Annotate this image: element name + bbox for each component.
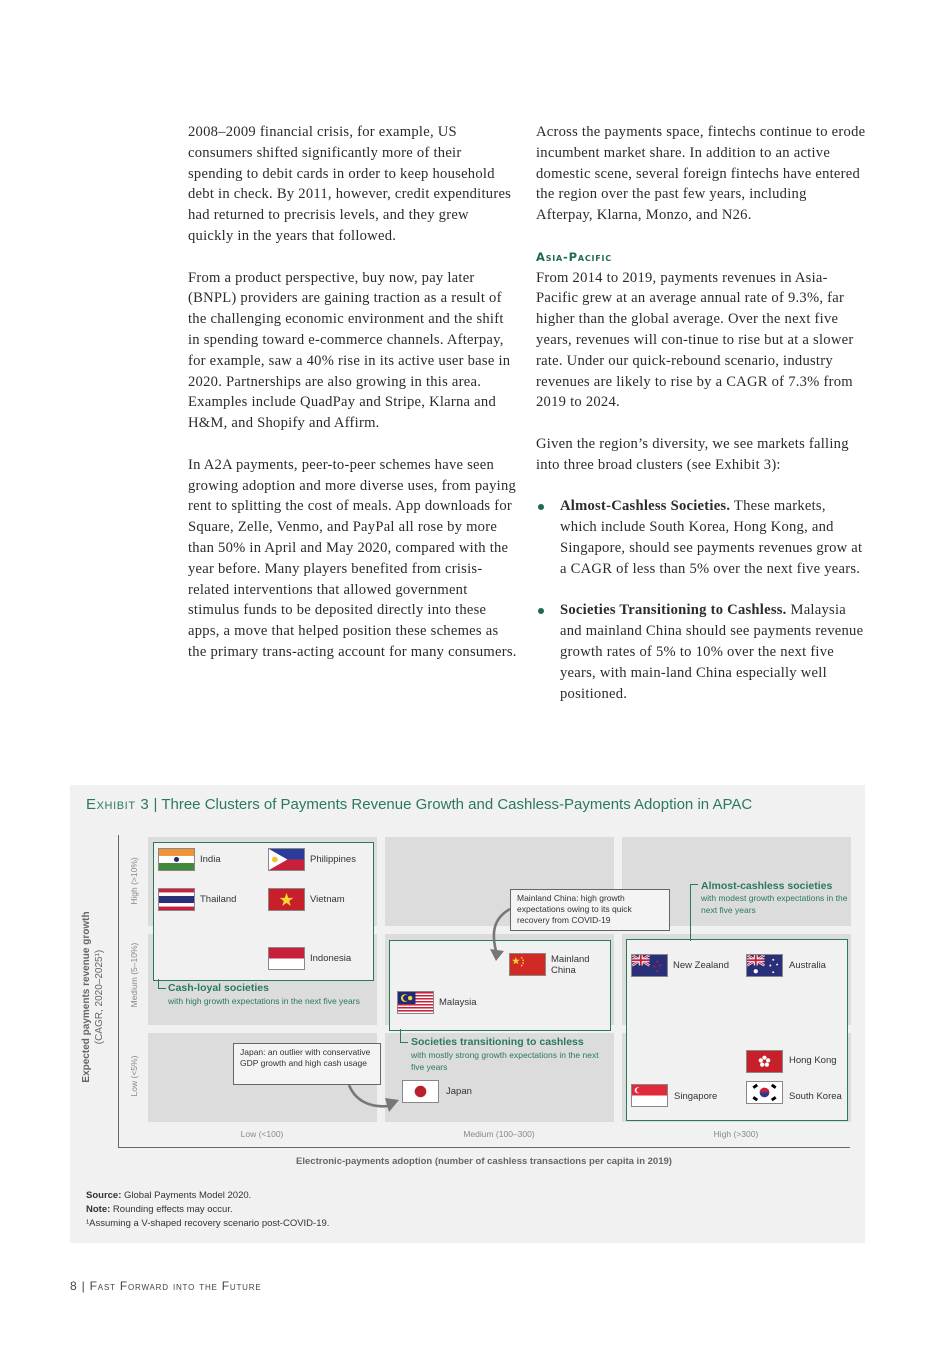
exhibit-title [86, 796, 752, 813]
bullet-almost-cashless [536, 496, 866, 579]
cluster-title-almost-cashless: Almost-cashless societies [701, 880, 833, 892]
country-label-malaysia: Malaysia [439, 997, 477, 1008]
connector-cash-loyal [158, 979, 166, 989]
paragraph-a2a: In A2A payments, peer-to-peer schemes have seen growing adoption and more diverse uses, from paying rent to splitting the cost of meals. App downloads for Square, Zelle, Venmo, and PayPal all rose by more than 50% in April and May 2020, compared with the year before. Many players benefited from crisis-related interventions that allowed government stimulus funds to be deposited directly into these apps, a move that helped position these schemes as the primary trans-acting account for many consumers. [188, 456, 517, 660]
country-label-indonesia: Indonesia [310, 953, 352, 964]
country-label-vietnam: Vietnam [310, 894, 345, 905]
cluster-subtitle-cash-loyal: with high growth expectations in the next five years [168, 996, 360, 1006]
country-label-china: Mainland China [551, 954, 590, 976]
country-label-japan: Japan [446, 1086, 472, 1097]
bullet-dot-icon [538, 608, 544, 614]
footer-separator: | [77, 1279, 90, 1293]
flag-philippines-icon [268, 848, 305, 871]
footnote-source [86, 1189, 329, 1203]
x-axis-title: Electronic-payments adoption (number of cashless transactions per capita in 2019) [296, 1156, 672, 1167]
publication-title: Fast Forward into the Future [89, 1279, 262, 1293]
flag-japan-icon [402, 1080, 439, 1103]
flag-new-zealand-icon [631, 954, 668, 977]
country-label-south-korea: South Korea [789, 1091, 842, 1102]
exhibit-footnotes [86, 1189, 329, 1231]
bullet-dot-icon [538, 504, 544, 510]
bullet-text: Malaysia and mainland China should see payments revenue growth rates of 5% to 10% over the next five years, with main-land China especially well positioned. [560, 602, 864, 702]
source-text: Global Payments Model 2020. [121, 1190, 252, 1201]
flag-china-icon [509, 953, 546, 976]
flag-vietnam-icon [268, 888, 305, 911]
source-label: Source: [86, 1190, 122, 1201]
flag-malaysia-icon [397, 991, 434, 1014]
flag-hong-kong-icon [746, 1050, 783, 1073]
cluster-title-transitioning: Societies transitioning to cashless [411, 1036, 584, 1048]
cluster-bullet-list [536, 496, 866, 704]
y-tick-low: Low (<5%) [129, 1055, 139, 1097]
flag-india-icon [158, 848, 195, 871]
flag-south-korea-icon [746, 1081, 783, 1104]
bullet-transitioning [536, 600, 866, 704]
y-axis-line [118, 835, 119, 1148]
callout-japan: Japan: an outlier with conservative GDP growth and high cash usage [233, 1043, 381, 1085]
cluster-subtitle-transitioning: with mostly strong growth expectations in the next five years [411, 1050, 599, 1072]
country-label-singapore: Singapore [674, 1091, 718, 1102]
paragraph-debit-shift: 2008–2009 financial crisis, for example, US consumers shifted significantly more of their spending to debit cards in order to keep household debt in check. By 2011, however, credit expenditures had returned to precrisis levels, and they grew quickly in the years that followed. [188, 124, 512, 244]
country-label-australia: Australia [789, 960, 826, 971]
flag-singapore-icon [631, 1084, 668, 1107]
exhibit-label: Exhibit 3 [86, 796, 150, 813]
country-label-new-zealand: New Zealand [673, 960, 729, 971]
footnote-1: ¹Assuming a V-shaped recovery scenario post-COVID-19. [86, 1218, 330, 1229]
y-tick-high: High (>10%) [129, 857, 139, 905]
bullet-text: These markets, which include South Korea, Hong Kong, and Singapore, should see payments revenues grow at a CAGR of less than 5% over the next five years. [560, 498, 863, 577]
paragraph-bnpl: From a product perspective, buy now, pay later (BNPL) providers are gaining traction as a result of the challenging economic environment and the shift in spending toward e-commerce channels. Afterpay, for example, saw a 40% rise in its active user base in 2020. Partnerships are also growing in this area. Examples include QuadPay and Stripe, Klarna and H&M, and Shopify and Affirm. [188, 269, 511, 432]
page-number: 8 [70, 1279, 78, 1293]
y-axis-title [80, 897, 106, 1097]
flag-thailand-icon [158, 888, 195, 911]
page-footer [70, 1279, 261, 1293]
paragraph-fintechs: Across the payments space, fintechs continue to erode incumbent market share. In addition to an active domestic scene, several foreign fintechs have entered the region over the past few years, including Afterpay, Klarna, Monzo, and N26. [536, 124, 866, 224]
exhibit-title-text: Three Clusters of Payments Revenue Growth and Cashless-Payments Adoption in APAC [161, 796, 753, 813]
connector-almost-cashless [690, 884, 698, 941]
y-axis-title-line1: Expected payments revenue growth [81, 911, 92, 1083]
x-tick-high: High (>300) [713, 1129, 759, 1139]
y-tick-medium: Medium (5–10%) [129, 942, 139, 1008]
flag-australia-icon [746, 954, 783, 977]
country-label-india: India [200, 854, 221, 865]
x-axis-line [118, 1147, 850, 1148]
country-label-philippines: Philippines [310, 854, 356, 865]
paragraph-apac-growth: From 2014 to 2019, payments revenues in Asia-Pacific grew at an average annual rate of 9.3%, far higher than the global average. Over the next five years, revenues will con-tinue to rise but at a slower rate. Under our quick-rebound scenario, industry revenues are likely to rise by a CAGR of 7.3% from 2019 to 2024. [536, 269, 854, 411]
paragraph-clusters-intro: Given the region’s diversity, we see markets falling into three broad clusters (see Exhibit 3): [536, 435, 849, 473]
note-text: Rounding effects may occur. [110, 1204, 233, 1215]
x-tick-medium: Medium (100–300) [463, 1129, 535, 1139]
bullet-lead: Societies Transitioning to Cashless. [560, 602, 787, 619]
arrow-japan-icon [345, 1082, 405, 1114]
note-label: Note: [86, 1204, 111, 1215]
bullet-lead: Almost-Cashless Societies. [560, 498, 731, 515]
right-column [536, 122, 866, 725]
cluster-title-cash-loyal: Cash-loyal societies [168, 982, 269, 994]
exhibit-separator: | [149, 796, 162, 813]
flag-indonesia-icon [268, 947, 305, 970]
section-heading-asia-pacific: Asia-Pacific [536, 249, 612, 264]
country-label-thailand: Thailand [200, 894, 237, 905]
x-tick-low: Low (<100) [240, 1129, 284, 1139]
callout-china: Mainland China: high growth expectations owing to its quick recovery from COVID-19 [510, 889, 670, 931]
connector-transitioning [400, 1029, 408, 1043]
y-axis-title-line2: (CAGR, 2020–2025¹) [94, 949, 105, 1045]
country-label-hong-kong: Hong Kong [789, 1055, 837, 1066]
cluster-subtitle-almost-cashless: with modest growth expectations in the next five years [701, 893, 848, 915]
left-column [188, 122, 518, 684]
footnote-note [86, 1203, 329, 1217]
